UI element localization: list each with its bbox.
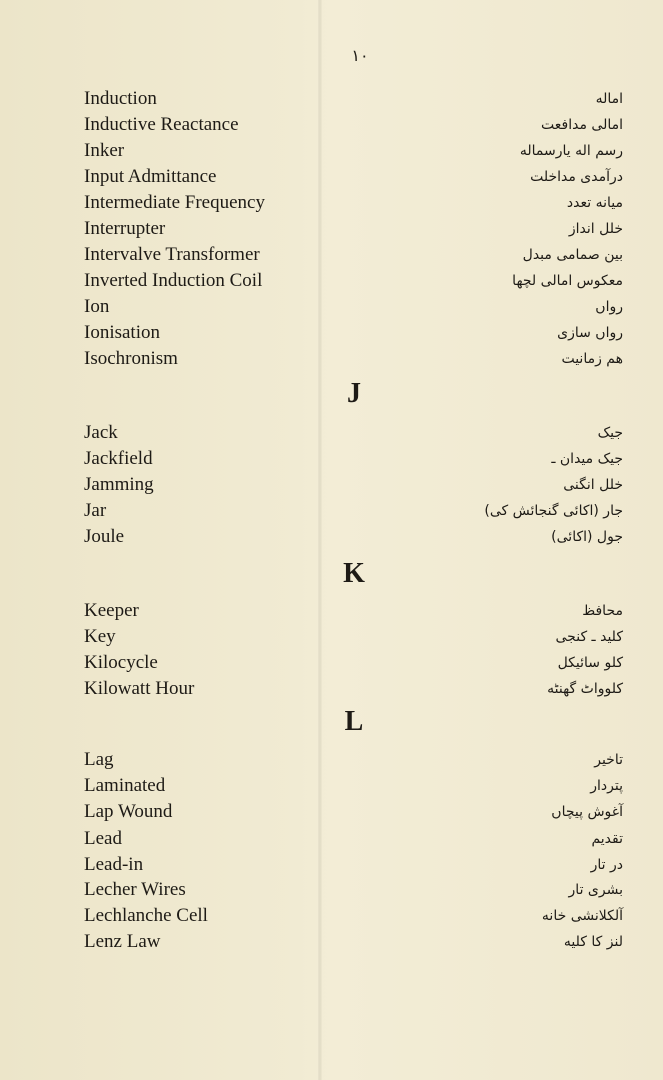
english-term: Jackfield: [84, 448, 153, 469]
urdu-term: رواں سازی: [557, 325, 623, 341]
urdu-term: کلوواٹ گھنٹه: [547, 681, 623, 697]
english-term: Laminated: [84, 775, 166, 796]
glossary-entry: [0, 747, 663, 773]
urdu-term: در تار: [590, 857, 623, 873]
english-term: Jar: [84, 500, 107, 521]
glossary-entry: [0, 268, 663, 294]
english-term: Induction: [84, 88, 157, 109]
section-heading-l: L: [344, 706, 364, 737]
glossary-entry: [0, 650, 663, 676]
urdu-term: محافظ: [582, 603, 623, 619]
urdu-term: لنز کا کلیه: [563, 934, 623, 950]
urdu-term: اماله: [595, 91, 623, 107]
urdu-term: خلل انداز: [568, 221, 623, 237]
glossary-entry: [0, 676, 663, 702]
english-term: Intervalve Transformer: [84, 244, 260, 265]
english-term: Lap Wound: [84, 801, 173, 822]
glossary-entry: [0, 877, 663, 903]
glossary-entry: [0, 773, 663, 799]
english-term: Intermediate Frequency: [84, 192, 265, 213]
glossary-entry: [0, 164, 663, 190]
glossary-entry: [0, 498, 663, 524]
english-term: Lead: [84, 828, 122, 849]
english-term: Lechlanche Cell: [84, 905, 208, 926]
glossary-entry: [0, 320, 663, 346]
urdu-term: آغوش پیچاں: [551, 804, 623, 820]
glossary-entry: [0, 903, 663, 929]
glossary-entry: [0, 446, 663, 472]
urdu-term: بشری تار: [568, 882, 623, 898]
glossary-entry: [0, 216, 663, 242]
english-term: Joule: [84, 526, 125, 547]
english-term: Kilowatt Hour: [84, 678, 195, 699]
glossary-entry: [0, 112, 663, 138]
glossary-entry: [0, 852, 663, 878]
urdu-term: جول (اکائی): [551, 529, 623, 545]
urdu-term: درآمدی مداخلت: [530, 169, 623, 185]
glossary-entry: [0, 138, 663, 164]
glossary-entry: [0, 524, 663, 550]
urdu-term: تقدیم: [591, 831, 623, 847]
glossary-entry: [0, 826, 663, 852]
english-term: Kilocycle: [84, 652, 158, 673]
urdu-term: رواں: [595, 299, 623, 315]
section-heading-j: J: [347, 378, 361, 409]
glossary-entry: [0, 294, 663, 320]
english-term: Jack: [84, 422, 118, 443]
urdu-term: بین صمامی مبدل: [522, 247, 623, 263]
glossary-entry: [0, 346, 663, 372]
english-term: Lecher Wires: [84, 879, 186, 900]
glossary-entry: [0, 799, 663, 825]
section-heading-k: K: [343, 558, 365, 589]
english-term: Lead-in: [84, 854, 144, 875]
urdu-term: جیک: [597, 425, 623, 441]
english-term: Isochronism: [84, 348, 178, 369]
urdu-term: امالی مدافعت: [541, 117, 623, 133]
glossary-entry: [0, 598, 663, 624]
glossary-entry: [0, 624, 663, 650]
urdu-term: میانه تعدد: [566, 195, 623, 211]
urdu-term: جار (اکائی گنجائش کی): [484, 503, 623, 519]
english-term: Lenz Law: [84, 931, 161, 952]
urdu-term: خلل انگنی: [563, 477, 623, 493]
english-term: Ion: [84, 296, 110, 317]
english-term: Input Admittance: [84, 166, 217, 187]
urdu-term: جیک میدان ـ: [551, 451, 623, 467]
english-term: Keeper: [84, 600, 139, 621]
english-term: Ionisation: [84, 322, 160, 343]
glossary-entry: [0, 420, 663, 446]
english-term: Inductive Reactance: [84, 114, 239, 135]
urdu-term: رسم اله یارسماله: [519, 143, 623, 159]
english-term: Lag: [84, 749, 114, 770]
english-term: Inker: [84, 140, 125, 161]
english-term: Inverted Induction Coil: [84, 270, 263, 291]
english-term: Interrupter: [84, 218, 166, 239]
urdu-term: کلید ـ کنجی: [555, 629, 623, 645]
urdu-term: معکوس امالی لچھا: [512, 273, 623, 289]
english-term: Key: [84, 626, 116, 647]
urdu-term: هم زمانیت: [561, 351, 623, 367]
glossary-entry: [0, 929, 663, 955]
glossary-entry: [0, 190, 663, 216]
glossary-entry: [0, 472, 663, 498]
urdu-term: پتردار: [590, 778, 623, 794]
glossary-entry: [0, 86, 663, 112]
english-term: Jamming: [84, 474, 154, 495]
urdu-term: کلو سائیکل: [557, 655, 623, 671]
urdu-term: آلکلانشی خانه: [541, 908, 623, 924]
urdu-term: تاخیر: [594, 752, 623, 768]
page-number: ١٠: [351, 46, 369, 65]
glossary-entry: [0, 242, 663, 268]
